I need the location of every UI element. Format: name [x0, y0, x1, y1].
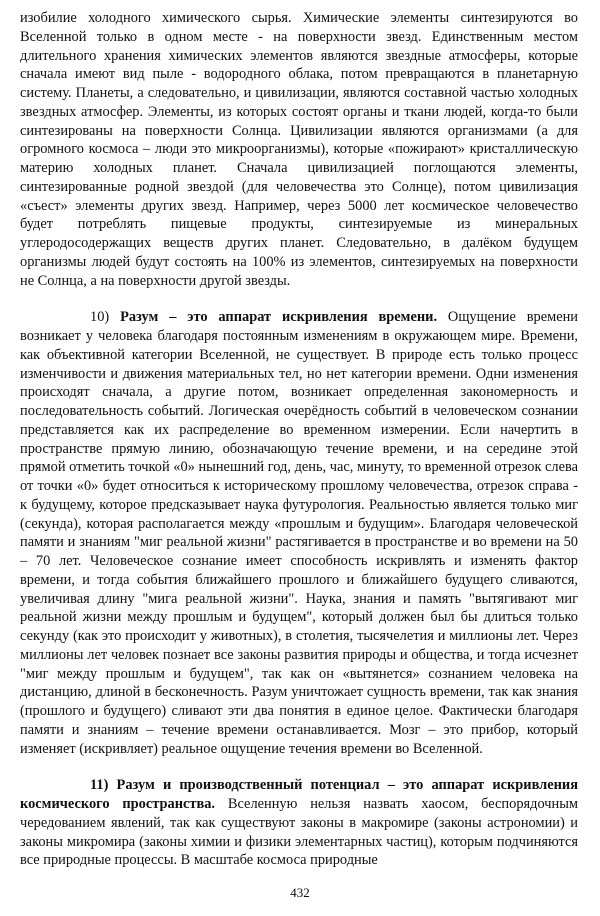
section-10 — [20, 308, 578, 758]
section-11 — [20, 776, 578, 870]
paragraph-gap — [20, 290, 578, 308]
section-11-text: Вселенную нельзя назвать хаосом, беспорядочным чередованием явлений, так как существуют законы в макромире (законы астрономии) и законы микромира (законы химии и физики элементарных частиц), которым подчиняются все природные процессы. В масштабе космоса природные — [20, 796, 578, 869]
section-10-text: Ощущение времени возникает у человека благодаря постоянным изменениям в окружающем мире. Времени, как объективной категории Вселенной, не существует. В природе есть только процесс изменчивости и движения материальных тел, но нет категории времени. Одни изменения происходят сначала, а другие потом, возникает определенная закономерность и последовательность событий. Логическая очерёдность событий в человеческом сознании представляется как их распределение во временном измерении. Если начертить в пространстве прямую линию, обозначающую течение времени, и на середине этой прямой отметить точкой «0» нынешний год, день, час, минуту, то временной отрезок слева от точки «0» будет относиться к историческому прошлому человечества, отрезок справа - к будущему, которое предсказывает наука футурология. Реальностью является только миг (секунда), которая располагается между «прошлым и будущим». Благодаря человеческой памяти и знаниям "миг реальной жизни" растягивается в пространстве и во времени на 50 – 70 лет. Человеческое сознание имеет способность искривлять и изменять фактор времени, и тогда события ближайшего прошлого и ближайшего будущего сливаются, увеличивая длину "мига реальной жизни". Наука, знания и память "вытягивают миг реальной жизни между прошлым и будущем", который должен был бы длиться только секунду (как это происходит у животных), в столетия, тысячелетия и миллионы лет. Через миллионы лет человек познает все законы развития природы и общества, и тогда исчезнет "миг между прошлым и будущем", так как он «вытянется» сознанием человека на дистанцию, длиной в бесконечность. Разум уничтожает сущность времени, так как знания (прошлого и будущего) сливают эти два понятия в единое целое. Фактически благодаря памяти и знаниям – течение времени останавливается. Мозг – это прибор, который изменяет (искривляет) реальное ощущение течения времени во Вселенной. — [20, 309, 578, 757]
document-page — [20, 9, 578, 870]
section-10-heading: Разум – это аппарат искривления времени. — [120, 309, 438, 326]
paragraph-1: изобилие холодного химического сырья. Химические элементы синтезируются во Вселенной только в одном месте - на поверхности звезд. Единственным местом длительного хранения химических элементов являются звездные атмосферы, которые сначала имеют вид пыле - водородного облака, потом превращаются в планетарную систему. Планеты, а следовательно, и цивилизации, являются составной частью холодных звездных атмосфер. Элементы, из которых состоят органы и ткани людей, когда-то были синтезированы на поверхности Солнца. Цивилизации являются организмами (а для огромного космоса – люди это микроорганизмы), которые «пожирают» кристаллическую материю холодных планет. Сначала цивилизацией поглощаются элементы, синтезированные родной звездой (для человечества это Солнце), потом цивилизация «съест» элементы других звезд. Например, через 5000 лет космическое человечество будет потреблять пищевые продукты, синтезируемые из минеральных углеродосодержащих веществ других планет. Следовательно, в далёком будущем организмы людей будут состоять на 100% из элементов, синтезируемых на поверхности не Солнца, а на поверхности другой звезды. — [20, 10, 578, 289]
section-10-number: 10) — [90, 309, 110, 326]
section-11-heading: 11) Разум и производственный потенциал – это аппарат искривления космического пространства. — [20, 777, 578, 812]
page-number: 432 — [290, 885, 310, 900]
paragraph-gap — [20, 758, 578, 776]
